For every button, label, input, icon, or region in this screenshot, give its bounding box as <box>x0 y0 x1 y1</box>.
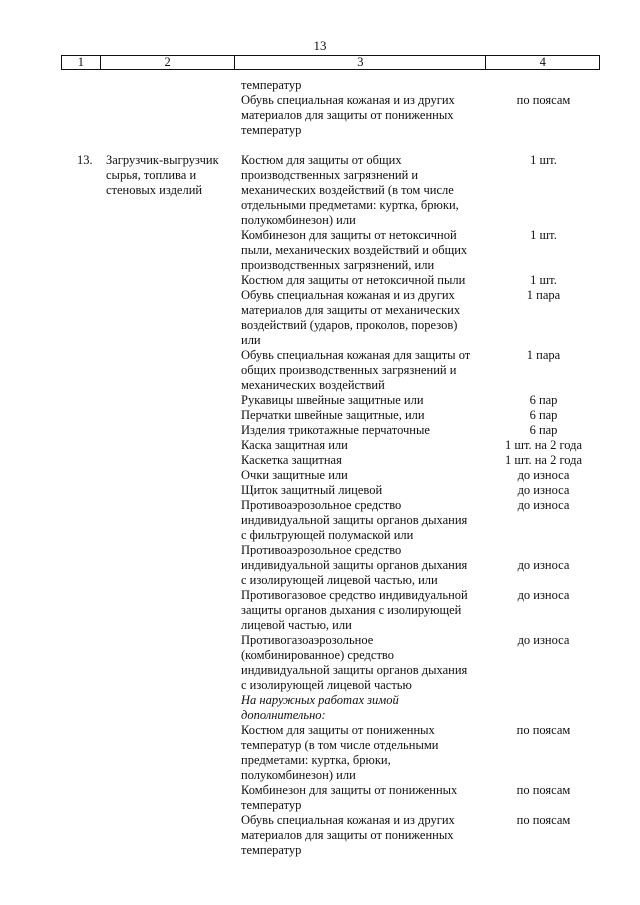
entry-item-qty: до износа <box>517 468 570 482</box>
entry-item-text: Каскетка защитная <box>241 453 342 467</box>
entry-item-qty: 6 пар <box>529 408 558 422</box>
entry-item-text: механических воздействий (в том числе <box>241 183 454 197</box>
table-header <box>61 55 600 70</box>
entry-item-qty: до износа <box>517 498 570 512</box>
header-col-2: 2 <box>101 56 236 69</box>
entry-item-text: дополнительно: <box>241 708 326 722</box>
continuation-item-text: температур <box>241 78 302 92</box>
continuation-item-text: материалов для защиты от пониженных <box>241 108 454 122</box>
entry-item-text: температур <box>241 843 302 857</box>
entry-item-text: механических воздействий <box>241 378 385 392</box>
entry-item-text: Противоаэрозольное средство <box>241 543 402 557</box>
continuation-item-qty: по поясам <box>516 93 571 107</box>
entry-item-text: На наружных работах зимой <box>241 693 399 707</box>
entry-item-text: (комбинированное) средство <box>241 648 394 662</box>
entry-item-text: Каска защитная или <box>241 438 348 452</box>
entry-item-text: Противогазовое средство индивидуальной <box>241 588 468 602</box>
entry-number: 13. <box>77 153 93 167</box>
entry-item-text: производственных загрязнений, или <box>241 258 435 272</box>
entry-item-text: Костюм для защиты от нетоксичной пыли <box>241 273 466 287</box>
entry-item-text: с фильтрующей полумаской или <box>241 528 414 542</box>
entry-item-text: предметами: куртка, брюки, <box>241 753 391 767</box>
entry-item-qty: 1 пара <box>526 288 561 302</box>
entry-item-qty: 1 пара <box>526 348 561 362</box>
entry-item-text: индивидуальной защиты органов дыхания <box>241 558 468 572</box>
entry-item-text: полукомбинезон) или <box>241 768 356 782</box>
entry-item-text: Перчатки швейные защитные, или <box>241 408 425 422</box>
entry-profession: сырья, топлива и <box>106 168 197 182</box>
entry-item-text: Обувь специальная кожаная для защиты от <box>241 348 471 362</box>
entry-item-qty: 1 шт. <box>530 273 557 287</box>
entry-item-text: лицевой частью, или <box>241 618 352 632</box>
entry-item-qty: до износа <box>517 558 570 572</box>
entry-item-text: полукомбинезон) или <box>241 213 356 227</box>
entry-item-qty: 1 шт. <box>530 228 557 242</box>
entry-item-text: индивидуальной защиты органов дыхания <box>241 663 468 677</box>
entry-item-text: Очки защитные или <box>241 468 348 482</box>
header-col-4: 4 <box>539 55 546 69</box>
continuation-item-text: Обувь специальная кожаная и из других <box>241 93 455 107</box>
entry-item-text: Костюм для защиты от пониженных <box>241 723 435 737</box>
entry-item-text: Противогазоаэрозольное <box>241 633 374 647</box>
entry-item-text: защиты органов дыхания с изолирующей <box>241 603 462 617</box>
header-col-3: 3 <box>235 56 486 69</box>
entry-item-text: отдельными предметами: куртка, брюки, <box>241 198 459 212</box>
entry-profession: Загрузчик-выгрузчик <box>106 153 219 167</box>
entry-item-text: материалов для защиты от пониженных <box>241 828 454 842</box>
entry-item-text: с изолирующей лицевой частью, или <box>241 573 438 587</box>
entry-item-text: Комбинезон для защиты от нетоксичной <box>241 228 457 242</box>
entry-item-text: Рукавицы швейные защитные или <box>241 393 424 407</box>
entry-item-qty: до износа <box>517 588 570 602</box>
entry-item-text: температур <box>241 798 302 812</box>
entry-item-qty: 1 шт. на 2 года <box>504 453 583 467</box>
entry-item-text: Противоаэрозольное средство <box>241 498 402 512</box>
entry-item-qty: по поясам <box>516 783 571 797</box>
entry-item-text: Комбинезон для защиты от пониженных <box>241 783 458 797</box>
entry-item-text: индивидуальной защиты органов дыхания <box>241 513 468 527</box>
entry-item-qty: до износа <box>517 633 570 647</box>
entry-item-qty: 6 пар <box>529 423 558 437</box>
entry-item-text: с изолирующей лицевой частью <box>241 678 412 692</box>
entry-item-qty: 1 шт. на 2 года <box>504 438 583 452</box>
entry-item-text: общих производственных загрязнений и <box>241 363 457 377</box>
entry-item-text: производственных загрязнений и <box>241 168 419 182</box>
entry-item-qty: по поясам <box>516 723 571 737</box>
entry-item-qty: 6 пар <box>529 393 558 407</box>
entry-item-text: Изделия трикотажные перчаточные <box>241 423 430 437</box>
page-number: 13 <box>313 38 327 53</box>
entry-item-text: Костюм для защиты от общих <box>241 153 402 167</box>
entry-item-text: воздействий (ударов, проколов, порезов) <box>241 318 458 332</box>
entry-profession: стеновых изделий <box>106 183 203 197</box>
entry-item-text: Щиток защитный лицевой <box>241 483 383 497</box>
continuation-item-text: температур <box>241 123 302 137</box>
entry-item-qty: по поясам <box>516 813 571 827</box>
entry-item-text: или <box>241 333 261 347</box>
entry-item-text: Обувь специальная кожаная и из других <box>241 288 455 302</box>
entry-item-text: температур (в том числе отдельными <box>241 738 439 752</box>
entry-item-text: пыли, механических воздействий и общих <box>241 243 468 257</box>
entry-item-qty: 1 шт. <box>530 153 557 167</box>
entry-item-qty: до износа <box>517 483 570 497</box>
header-col-1: 1 <box>62 56 101 69</box>
entry-item-text: материалов для защиты от механических <box>241 303 461 317</box>
entry-item-text: Обувь специальная кожаная и из других <box>241 813 455 827</box>
